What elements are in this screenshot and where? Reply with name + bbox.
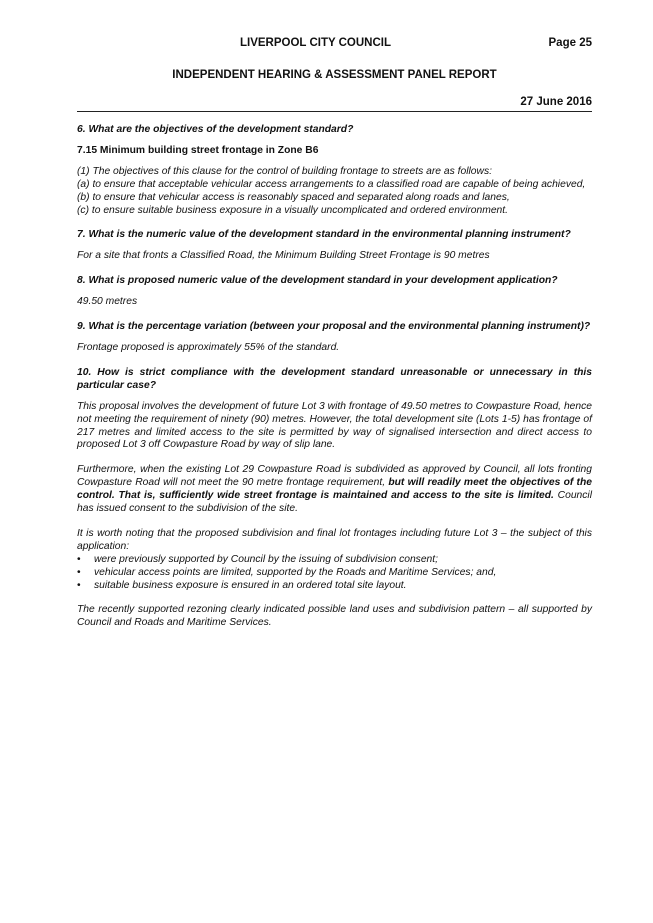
- objective-b: (b) to ensure that vehicular access is reasonably spaced and separated along roads and lanes,: [77, 191, 510, 203]
- answer-9: Frontage proposed is approximately 55% of the standard.: [77, 341, 340, 353]
- running-header: [77, 37, 592, 53]
- clause-objectives: [77, 166, 592, 218]
- list-item: • vehicular access points are limited, supported by the Roads and Maritime Services; and,: [77, 566, 497, 578]
- objective-intro: (1) The objectives of this clause for the control of building frontage to streets are as follows:: [77, 165, 492, 177]
- para2-emphasis: but will readily meet the objectives of the control. That is, sufficiently wide street frontage is maintained and access to the site is limited.: [77, 477, 592, 502]
- question-8: 8. What is proposed numeric value of the development standard in your development application?: [77, 275, 558, 287]
- bullet-icon: •: [77, 579, 81, 591]
- list-item: • suitable business exposure is ensured in an ordered total site layout.: [77, 579, 407, 591]
- bullet-icon: •: [77, 553, 81, 565]
- answer-10-paragraph-3: It is worth noting that the proposed subdivision and final lot frontages including future Lot 3 – the subject of this application:: [77, 527, 592, 552]
- answer-10-paragraph-2: [77, 464, 592, 516]
- question-10: 10. How is strict compliance with the development standard unreasonable or unnecessary in this particular case?: [77, 366, 592, 391]
- bullet-list: [77, 554, 592, 593]
- list-item: • were previously supported by Council by the issuing of subdivision consent;: [77, 553, 438, 565]
- question-9: 9. What is the percentage variation (between your proposal and the environmental planning instrument)?: [77, 321, 591, 333]
- report-title: INDEPENDENT HEARING & ASSESSMENT PANEL REPORT: [172, 69, 497, 81]
- question-7: 7. What is the numeric value of the development standard in the environmental planning instrument?: [77, 229, 571, 241]
- answer-10-paragraph-4: The recently supported rezoning clearly indicated possible land uses and subdivision pattern – all supported by Council and Roads and Maritime Services.: [77, 604, 592, 629]
- council-name: LIVERPOOL CITY COUNCIL: [240, 37, 392, 49]
- clause-heading: 7.15 Minimum building street frontage in Zone B6: [77, 144, 319, 156]
- para2-end: Council has issued consent to the subdivision of the site.: [77, 490, 592, 515]
- para2-start: Furthermore, when the existing Lot 29 Cowpasture Road is subdivided as approved by Council, all lots fronting Cowpasture Road will not meet the 90 metre frontage requirement,: [77, 464, 592, 489]
- document-body: [77, 124, 592, 642]
- page-number: Page 25: [548, 37, 592, 49]
- question-6: 6. What are the objectives of the development standard?: [77, 124, 354, 135]
- objective-c: (c) to ensure suitable business exposure in a visually uncomplicated and ordered environment.: [77, 204, 508, 216]
- answer-7: For a site that fronts a Classified Road, the Minimum Building Street Frontage is 90 metres: [77, 250, 490, 262]
- answer-8: 49.50 metres: [77, 296, 138, 308]
- answer-10-paragraph-1: This proposal involves the development of future Lot 3 with frontage of 49.50 metres to Cowpasture Road, hence not meeting the requirement of ninety (90) metres. However, the total development site (Lots 1-5) has frontage of 217 metres and limited access to the site is permitted by way of signalised intersection and direct access to proposed Lot 3 off Cowpasture Road by way of slip lane.: [77, 400, 592, 451]
- objective-a: (a) to ensure that acceptable vehicular access arrangements to a classified road are capable of being achieved,: [77, 178, 586, 190]
- header-divider: [77, 111, 592, 112]
- report-date: 27 June 2016: [520, 96, 592, 108]
- bullet-icon: •: [77, 566, 81, 578]
